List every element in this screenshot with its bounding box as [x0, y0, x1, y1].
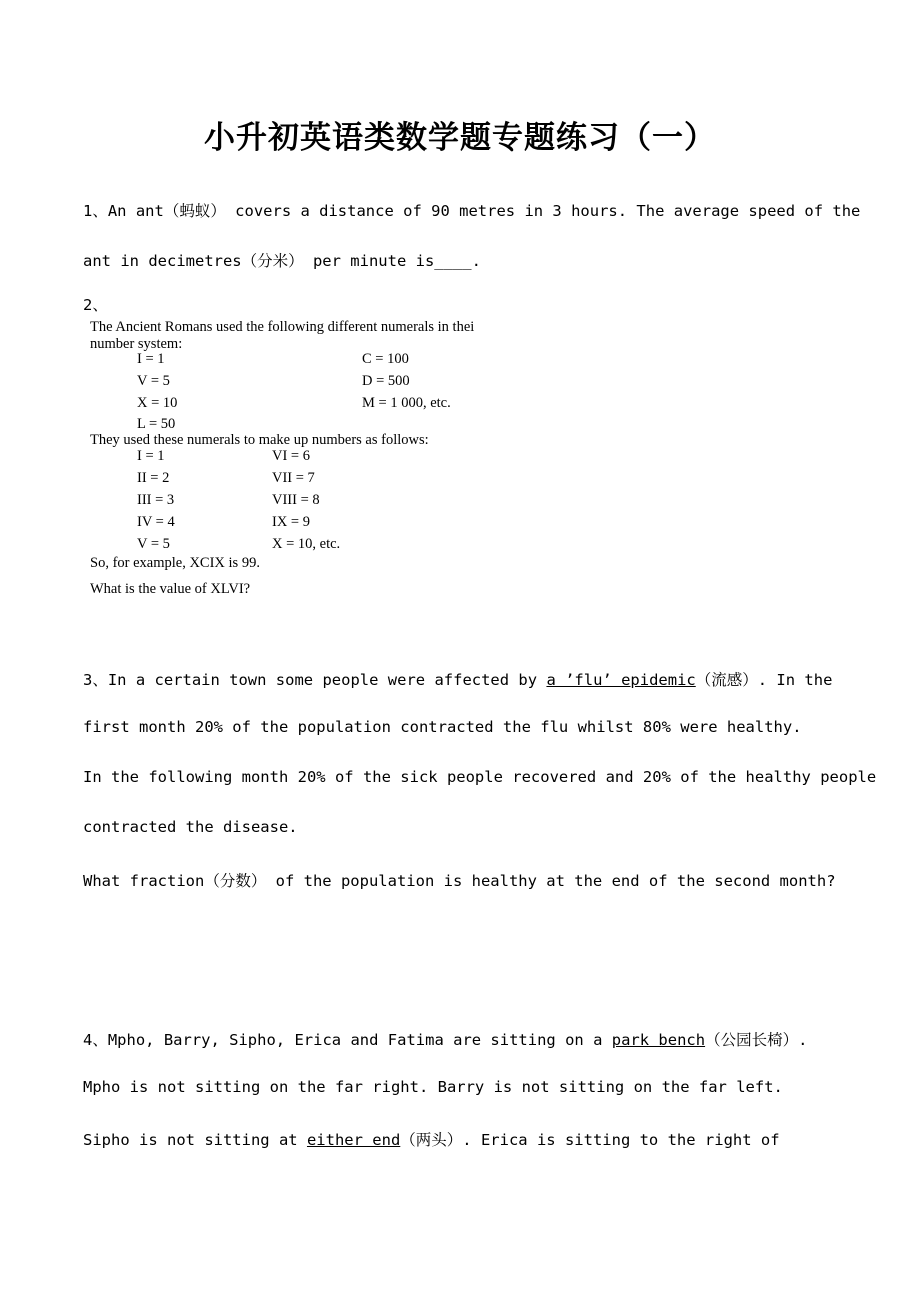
numeral-left-4: L = 50 — [137, 416, 176, 432]
roman-numerals-figure — [88, 316, 568, 606]
example-left-1: I = 1 — [137, 448, 165, 464]
example-right-2: VII = 7 — [272, 470, 315, 486]
q2-label: 2、 — [83, 296, 108, 314]
either-end-term: either end — [306, 1131, 401, 1149]
numeral-left-3: X = 10 — [137, 395, 178, 411]
q3-line-5: What fraction（分数） of the population is healthy at the end of the second month? — [83, 872, 836, 890]
q4-line-3-end: （两头）. Erica is sitting to the right of — [400, 1131, 780, 1149]
q2-intro-2: number system: — [90, 336, 183, 352]
q3-line-1-start: 3、In a certain town some people were affected by — [83, 671, 547, 689]
example-right-4: IX = 9 — [272, 514, 310, 530]
q4-line-3-start: Sipho is not sitting at — [83, 1131, 307, 1149]
q4-line-1-start: 4、Mpho, Barry, Sipho, Erica and Fatima are sitting on a — [83, 1031, 612, 1049]
numeral-right-3: M = 1 000, etc. — [362, 395, 451, 411]
example-right-1: VI = 6 — [272, 448, 310, 464]
numeral-left-2: V = 5 — [137, 373, 170, 389]
park-bench-term: park bench — [611, 1031, 706, 1049]
numeral-left-1: I = 1 — [137, 351, 165, 367]
example-left-2: II = 2 — [137, 470, 170, 486]
example-left-4: IV = 4 — [137, 514, 175, 530]
q2-question: What is the value of XLVI? — [90, 581, 251, 597]
q3-line-3: In the following month 20% of the sick people recovered and 20% of the healthy people — [83, 768, 877, 786]
q4-line-1 — [83, 1028, 807, 1050]
q1-line-2: ant in decimetres（分米） per minute is____. — [83, 252, 481, 270]
example-right-3: VIII = 8 — [272, 492, 320, 508]
q3-line-1-end: （流感）. In the — [695, 671, 833, 689]
numeral-right-1: C = 100 — [362, 351, 409, 367]
flu-epidemic-term: a ’flu’ epidemic — [546, 671, 696, 689]
q3-line-4: contracted the disease. — [83, 818, 298, 836]
numeral-right-2: D = 500 — [362, 373, 410, 389]
q2-intro-1: The Ancient Romans used the following different numerals in thei — [90, 319, 475, 335]
q2-example: So, for example, XCIX is 99. — [90, 555, 260, 571]
q4-line-3 — [83, 1128, 780, 1150]
example-right-5: X = 10, etc. — [272, 536, 341, 552]
q3-line-2: first month 20% of the population contracted the flu whilst 80% were healthy. — [83, 718, 802, 736]
q4-line-1-end: （公园长椅）. — [705, 1031, 808, 1049]
q2-rule: They used these numerals to make up numbers as follows: — [90, 432, 429, 448]
example-left-5: V = 5 — [137, 536, 170, 552]
q4-line-2: Mpho is not sitting on the far right. Barry is not sitting on the far left. — [83, 1078, 783, 1096]
page-title: 小升初英语类数学题专题练习（一） — [204, 120, 716, 156]
q3-line-1 — [83, 668, 832, 690]
q1-line-1: 1、An ant（蚂蚁） covers a distance of 90 metres in 3 hours. The average speed of the — [83, 202, 861, 220]
example-left-3: III = 3 — [137, 492, 175, 508]
